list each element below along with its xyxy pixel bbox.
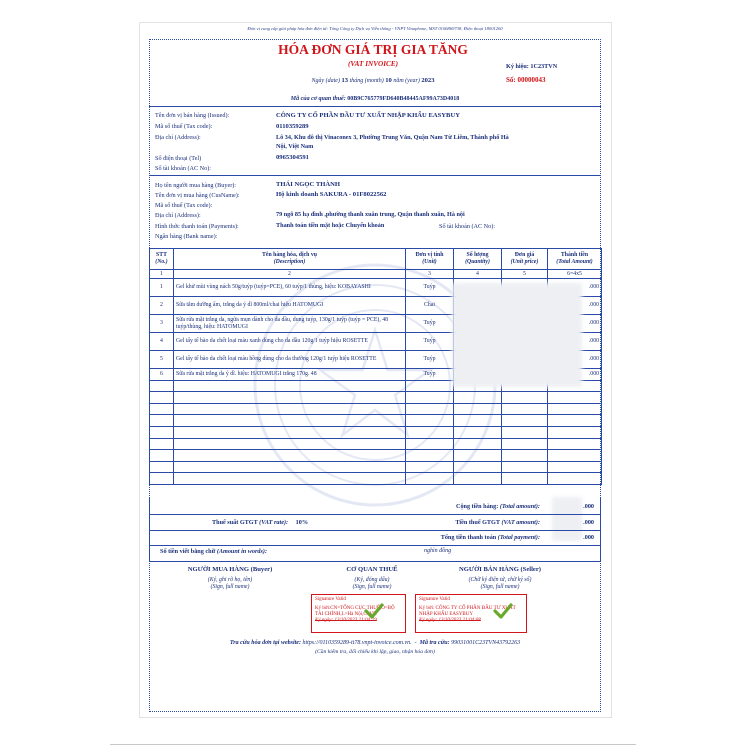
- total-payment-value: .000: [583, 534, 594, 541]
- seller-account-label: Số tài khoản (AC No):: [155, 165, 212, 172]
- divider: [149, 106, 601, 107]
- invoice-number: Số: 00000043: [506, 76, 546, 84]
- buyer-bank-label: Ngân hàng (Bank name):: [155, 233, 218, 240]
- buyer-address-label: Địa chỉ (Address):: [155, 212, 201, 219]
- page-bottom-rule: [110, 744, 636, 745]
- seller-phone: 0965304591: [276, 154, 309, 161]
- seller-name: CÔNG TY CỔ PHẦN ĐẦU TƯ XUẤT NHẬP KHẨU EASYBUY: [276, 112, 460, 119]
- signature-valid-check-icon: [364, 602, 384, 620]
- header-no: STT (No.): [150, 249, 174, 270]
- buyer-account-label: Số tài khoản (AC No):: [439, 223, 496, 230]
- seller-tax-label: Mã số thuế (Tax code):: [155, 123, 213, 130]
- buyer-payment: Thanh toán tiền mặt hoặc Chuyển khoản: [276, 222, 385, 229]
- buyer-company-label: Tên đơn vị mua hàng (CusName):: [155, 192, 240, 199]
- buyer-tax-label: Mã số thuế (Tax code):: [155, 202, 213, 209]
- vat-amount-value: .000: [583, 519, 594, 526]
- table-header-row: [150, 249, 602, 270]
- divider: [150, 545, 600, 546]
- header-total-amount: Thành tiền (Total Amount): [548, 249, 602, 270]
- table-row-empty: [150, 403, 602, 415]
- buyer-payment-label: Hình thức thanh toán (Payments):: [155, 223, 239, 230]
- signature-valid-check-icon: [493, 602, 513, 620]
- table-row-empty: [150, 426, 602, 438]
- seller-signature-sub: (Chữ ký điện tử, chữ ký số) (Sign, full name): [468, 577, 532, 591]
- seller-signature-title: NGƯỜI BÁN HÀNG (Seller): [459, 566, 541, 573]
- invoice-title: HÓA ĐƠN GIÁ TRỊ GIA TĂNG: [278, 42, 468, 57]
- total-payment-label: Tổng tiền thanh toán (Total payment):: [440, 534, 540, 541]
- lookup-note: (Cần kiểm tra, đối chiếu khi lập, giao, nhận hóa đơn): [315, 649, 435, 655]
- seller-tax: 0110359289: [276, 123, 309, 130]
- seller-phone-label: Số điện thoại (Tel): [155, 155, 202, 162]
- buyer-signature-title: NGƯỜI MUA HÀNG (Buyer): [187, 566, 273, 573]
- seller-address-label: Địa chỉ (Address):: [155, 134, 201, 141]
- header-unit: Đơn vị tính (Unit): [406, 249, 454, 270]
- table-row: 2 Sữa tắm dưỡng ẩm, trắng da ý dĩ 800ml/chai hiệu HATOMUGI Chai .000: [150, 297, 602, 315]
- seller-address-line2: Nội, Việt Nam: [276, 143, 314, 150]
- header-unit-price: Đơn giá (Unit price): [502, 249, 548, 270]
- table-row-empty: [150, 473, 602, 485]
- divider: [149, 530, 601, 531]
- table-row-empty: [150, 450, 602, 462]
- provider-line: Đơn vị cung cấp giải pháp hóa đơn điện tử: Tổng Công ty Dịch vụ Viễn thông - VNPT Vinaphone, MST 0106869738, Điện thoại 18001260: [247, 26, 503, 31]
- table-row-empty: [150, 461, 602, 473]
- buyer-company: Hộ kinh doanh SAKURA - 01F8022562: [276, 191, 387, 198]
- amount-in-words-label: Số tiền viết bằng chữ (Amount in words):: [160, 548, 268, 555]
- invoice-subtitle: (VAT INVOICE): [348, 60, 398, 68]
- table-row-empty: [150, 438, 602, 450]
- invoice-symbol: Ký hiệu: 1C23TVN: [506, 63, 558, 70]
- seller-name-label: Tên đơn vị bán hàng (Issued):: [155, 112, 230, 119]
- table-row-empty: [150, 415, 602, 427]
- invoice-date: Ngày (date) 13 tháng (month) 10 năm (year) 2023: [311, 77, 435, 84]
- amount-in-words: nghìn đồng: [424, 548, 452, 554]
- buyer-address: 79 ngõ 85 hạ đình ,phường thanh xuân trung, Quận thanh xuân, Hà nội: [276, 211, 465, 218]
- header-quantity: Số lượng (Quantity): [454, 249, 502, 270]
- table-row: 1 Gel khử mùi vùng nách 50g/tuýp (tuýp=PCE), 60 tuýp/1 thùng, hiệu: KOBAYASHI Tuýp .000: [150, 279, 602, 297]
- table-row: 6 Sữa rửa mặt trắng da ý dĩ. hiệu: HATOMUGI trắng 170g. 48 Tuýp .000: [150, 369, 602, 381]
- vat-rate: Thuế suất GTGT (VAT rate): 10%: [212, 519, 309, 526]
- buyer-person-label: Họ tên người mua hàng (Buyer):: [155, 182, 237, 189]
- subtotal-value: .000: [583, 503, 594, 510]
- header-description: Tên hàng hóa, dịch vụ (Description): [174, 249, 406, 270]
- index-row: 1 2 3 4 5 6=4x5: [150, 270, 602, 279]
- table-row: 3 Sữa rửa mặt trắng da, ngừa mụn dành cho da dầu, dung tuýp, 130g/1 tuýp (tuýp = PCE), 48 tuýp/thùng, hiệu: HATOMUGI Tuýp .000: [150, 315, 602, 333]
- divider: [149, 514, 601, 515]
- table-row: 4 Gel tẩy tế bào da chết loại màu xanh dùng cho da dầu 120g/1 tuýp hiệu ROSETTE Tuýp .000: [150, 333, 602, 351]
- lookup-line: Tra cứu hóa đơn tại website: https://0110359289-tt78.vnpt-invoice.com.vn. - Mã tra cứu: 99031001C23TVN43792263: [229, 640, 521, 646]
- tax-authority-code: Mã của cơ quan thuế: 00B9C765779FD640B48445AF99A73D4018: [290, 96, 460, 102]
- authority-signature-sub: (Ký, đóng dấu) (Sign, full name): [352, 577, 392, 591]
- seller-address-line1: Lô 34, Khu đô thị Vinaconex 3, Phường Trung Văn, Quận Nam Từ Liêm, Thành phố Hà: [276, 134, 509, 141]
- redacted-area: [552, 497, 582, 541]
- authority-signature-box: Signature Valid Ký bởi:CN=TỔNG CỤC THUẾ,O=BỘ TÀI CHÍNH,L=Hà Nội,C=VN Ký ngày: 13/10/2023 21:04:29: [311, 594, 406, 633]
- table-row: 5 Gel tẩy tế bào da chết loại màu hồng dùng cho da thường 120g/1 tuýp hiệu ROSETTE Tuýp .000: [150, 351, 602, 369]
- table-row-empty: [150, 392, 602, 404]
- seller-signature-box: Signature Valid Ký bởi: CÔNG TY CỔ PHẦN ĐẦU TƯ XUẤT NHẬP KHẨU EASYBUY Ký ngày: 13/10/2023 21:04:08: [415, 594, 527, 633]
- authority-signature-title: CƠ QUAN THUẾ: [346, 566, 398, 573]
- buyer-person: THÁI NGỌC THÀNH: [276, 181, 340, 188]
- divider: [149, 175, 601, 176]
- redacted-area: [452, 283, 582, 387]
- vat-amount-label: Tiền thuế GTGT (VAT amount):: [455, 519, 540, 526]
- subtotal-label: Cộng tiền hàng: (Total amount):: [455, 503, 540, 510]
- buyer-signature-sub: (Ký, ghi rõ họ, tên) (Sign, full name): [207, 577, 253, 591]
